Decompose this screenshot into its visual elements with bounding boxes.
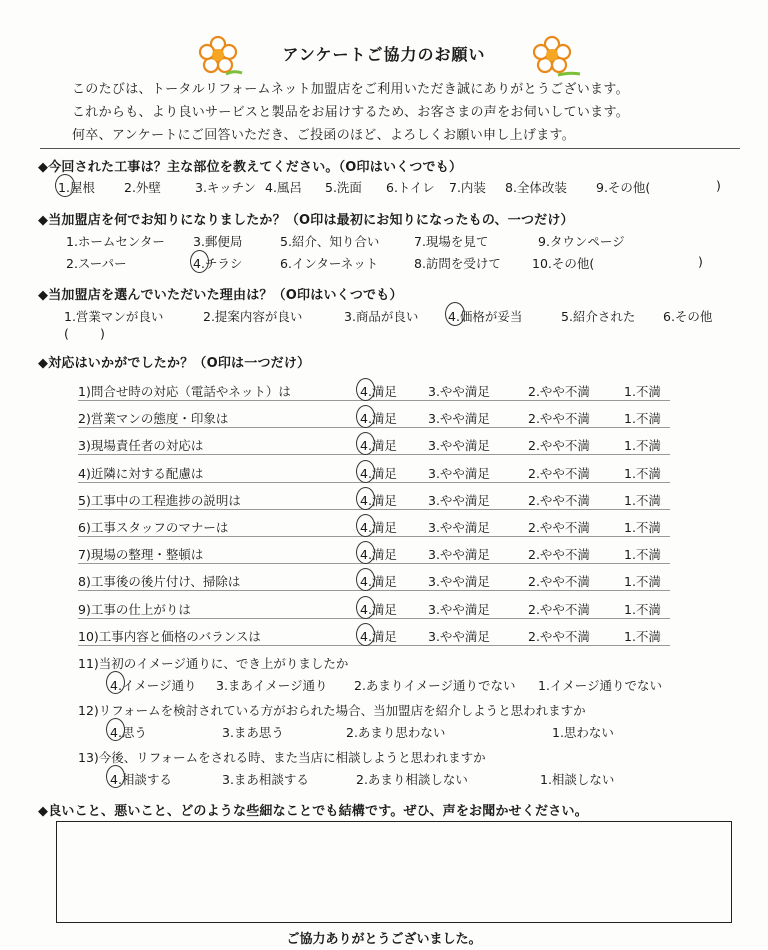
q4-row-8-option-1[interactable]: 1.不満 bbox=[624, 574, 661, 589]
q4-row-2-option-1[interactable]: 1.不満 bbox=[624, 411, 661, 426]
q4-note: （O印は一つだけ） bbox=[193, 356, 311, 371]
q4-row-7-selected-circle bbox=[356, 541, 375, 564]
q1-heading bbox=[38, 156, 462, 175]
q2-option-9[interactable]: 9.タウンページ bbox=[538, 234, 625, 249]
q4-row-3-selected-circle bbox=[356, 432, 375, 455]
q4-row-5-selected-circle bbox=[356, 487, 375, 510]
q1-option-1[interactable]: 1.屋根 bbox=[58, 180, 95, 195]
q4-row-4-label: 4)近隣に対する配慮は bbox=[78, 466, 204, 481]
q11-option-4[interactable]: 4.イメージ通り bbox=[110, 678, 197, 693]
q3-option-5[interactable]: 5.紹介された bbox=[561, 309, 636, 324]
q13-option-1[interactable]: 1.相談しない bbox=[540, 772, 615, 787]
q12-selected-circle bbox=[106, 718, 125, 741]
q11-label: 11)当初のイメージ通りに、でき上がりましたか bbox=[78, 656, 349, 671]
q2-option-8[interactable]: 8.訪問を受けて bbox=[414, 256, 501, 271]
q12-option-2[interactable]: 2.あまり思わない bbox=[346, 725, 446, 740]
q2-note: （O印は最初にお知りになったもの、一つだけ） bbox=[285, 213, 574, 228]
q4-row-underline bbox=[78, 400, 670, 401]
q2-option-7[interactable]: 7.現場を見て bbox=[414, 234, 489, 249]
q4-row-underline bbox=[78, 536, 670, 537]
q4-row-2-label: 2)営業マンの態度・印象は bbox=[78, 411, 229, 426]
intro-line-2: これからも、より良いサービスと製品をお届けするため、お客さまの声をお伺いしています。 bbox=[72, 105, 630, 120]
q11-option-1[interactable]: 1.イメージ通りでない bbox=[538, 678, 663, 693]
q1-option-5[interactable]: 5.洗面 bbox=[325, 180, 362, 195]
q4-row-6-option-4[interactable]: 4.満足 bbox=[360, 520, 397, 535]
q1-option-4[interactable]: 4.風呂 bbox=[265, 180, 302, 195]
q4-row-9-selected-circle bbox=[356, 596, 375, 619]
q4-label: ◆対応はいかがでしたか？ bbox=[38, 356, 194, 371]
q3-option-6[interactable]: 6.その他 bbox=[663, 309, 713, 324]
q4-row-4-selected-circle bbox=[356, 460, 375, 483]
q4-row-6-label: 6)工事スタッフのマナーは bbox=[78, 520, 229, 535]
q4-row-9-option-2[interactable]: 2.やや不満 bbox=[528, 602, 590, 617]
q4-row-8-label: 8)工事後の後片付け、掃除は bbox=[78, 574, 241, 589]
q12-option-4[interactable]: 4.思う bbox=[110, 725, 147, 740]
q4-row-4-option-4[interactable]: 4.満足 bbox=[360, 466, 397, 481]
q4-row-underline bbox=[78, 427, 670, 428]
q3-heading bbox=[38, 284, 403, 303]
q4-row-8-option-2[interactable]: 2.やや不満 bbox=[528, 574, 590, 589]
q4-row-7-option-4[interactable]: 4.満足 bbox=[360, 547, 397, 562]
q4-row-2-option-3[interactable]: 3.やや満足 bbox=[428, 411, 490, 426]
q4-heading bbox=[38, 352, 310, 371]
q4-row-2-selected-circle bbox=[356, 405, 375, 428]
q4-row-underline bbox=[78, 482, 670, 483]
q4-row-2-option-2[interactable]: 2.やや不満 bbox=[528, 411, 590, 426]
q12-option-1[interactable]: 1.思わない bbox=[552, 725, 614, 740]
q4-row-10-option-3[interactable]: 3.やや満足 bbox=[428, 629, 490, 644]
q4-row-4-option-1[interactable]: 1.不満 bbox=[624, 466, 661, 481]
q12-label: 12)リフォームを検討されている方がおられた場合、当加盟店を紹介しようと思われますか bbox=[78, 703, 586, 718]
q1-note: （O印はいくつでも） bbox=[338, 160, 463, 175]
footer-thanks: ご協力ありがとうございました。 bbox=[286, 932, 482, 947]
intro-line-1: このたびは、トータルリフォームネット加盟店をご利用いただき誠にありがとうございます。 bbox=[72, 82, 629, 97]
q4-row-10-selected-circle bbox=[356, 623, 375, 646]
q2-option-5[interactable]: 5.紹介、知り合い bbox=[280, 234, 380, 249]
q4-row-underline bbox=[78, 618, 670, 619]
intro-line-3: 何卒、アンケートにご回答いただき、ご投函のほど、よろしくお願い申し上げます。 bbox=[72, 128, 576, 143]
q4-row-10-option-2[interactable]: 2.やや不満 bbox=[528, 629, 590, 644]
q3-option-2[interactable]: 2.提案内容が良い bbox=[203, 309, 303, 324]
q4-row-underline bbox=[78, 563, 670, 564]
q4-row-3-label: 3)現場責任者の対応は bbox=[78, 438, 204, 453]
q2-option-10[interactable]: 10.その他( bbox=[532, 256, 595, 271]
q2-option-2[interactable]: 2.スーパー bbox=[66, 256, 127, 271]
q4-row-9-option-3[interactable]: 3.やや満足 bbox=[428, 602, 490, 617]
q4-row-7-option-3[interactable]: 3.やや満足 bbox=[428, 547, 490, 562]
q11-selected-circle bbox=[106, 671, 125, 694]
q4-row-7-label: 7)現場の整理・整頓は bbox=[78, 547, 204, 562]
q4-row-5-option-4[interactable]: 4.満足 bbox=[360, 493, 397, 508]
q3-option-3[interactable]: 3.商品が良い bbox=[344, 309, 419, 324]
q4-row-10-label: 10)工事内容と価格のバランスは bbox=[78, 629, 261, 644]
q4-row-1-option-3[interactable]: 3.やや満足 bbox=[428, 384, 490, 399]
q4-row-1-option-4[interactable]: 4.満足 bbox=[360, 384, 397, 399]
q4-row-9-option-1[interactable]: 1.不満 bbox=[624, 602, 661, 617]
q13-option-4[interactable]: 4.相談する bbox=[110, 772, 172, 787]
q4-row-underline bbox=[78, 590, 670, 591]
q4-row-1-selected-circle bbox=[356, 378, 375, 401]
q4-row-8-selected-circle bbox=[356, 568, 375, 591]
q11-option-2[interactable]: 2.あまりイメージ通りでない bbox=[354, 678, 516, 693]
q3-selected-circle bbox=[445, 302, 465, 326]
q4-row-8-option-4[interactable]: 4.満足 bbox=[360, 574, 397, 589]
q3-note: （O印はいくつでも） bbox=[272, 288, 403, 303]
q2-option-4[interactable]: 4.チラシ bbox=[193, 256, 243, 271]
q2-option-6[interactable]: 6.インターネット bbox=[280, 256, 379, 271]
q1-option-9[interactable]: 9.その他( bbox=[596, 180, 651, 195]
q3-option-1[interactable]: 1.営業マンが良い bbox=[64, 309, 164, 324]
q4-row-9-label: 9)工事の仕上がりは bbox=[78, 602, 191, 617]
q4-row-1-option-2[interactable]: 2.やや不満 bbox=[528, 384, 590, 399]
q1-option-2[interactable]: 2.外壁 bbox=[124, 180, 161, 195]
q3-option-4[interactable]: 4.価格が妥当 bbox=[448, 309, 523, 324]
page-title: アンケートご協力のお願い bbox=[282, 45, 486, 64]
q12-option-3[interactable]: 3.まあ思う bbox=[222, 725, 284, 740]
comments-textarea[interactable] bbox=[56, 821, 732, 923]
q3-label: ◆当加盟店を選んでいただいた理由は？ bbox=[38, 288, 273, 303]
q1-selected-circle bbox=[55, 174, 75, 197]
q4-row-6-option-1[interactable]: 1.不満 bbox=[624, 520, 661, 535]
q4-row-1-option-1[interactable]: 1.不満 bbox=[624, 384, 661, 399]
q13-option-3[interactable]: 3.まあ相談する bbox=[222, 772, 309, 787]
q1-option-7[interactable]: 7.内装 bbox=[449, 180, 486, 195]
q1-option-6[interactable]: 6.トイレ bbox=[386, 180, 435, 195]
q4-row-3-option-3[interactable]: 3.やや満足 bbox=[428, 438, 490, 453]
q4-row-7-option-1[interactable]: 1.不満 bbox=[624, 547, 661, 562]
q2-label: ◆当加盟店を何でお知りになりましたか？ bbox=[38, 213, 286, 228]
q1-label: ◆今回された工事は？主な部位を教えてください。 bbox=[38, 160, 339, 175]
q4-row-4-option-2[interactable]: 2.やや不満 bbox=[528, 466, 590, 481]
q4-row-8-option-3[interactable]: 3.やや満足 bbox=[428, 574, 490, 589]
q4-row-5-option-3[interactable]: 3.やや満足 bbox=[428, 493, 490, 508]
q4-row-3-option-4[interactable]: 4.満足 bbox=[360, 438, 397, 453]
q2-heading bbox=[38, 209, 574, 228]
q1-option-8[interactable]: 8.全体改装 bbox=[505, 180, 567, 195]
divider bbox=[40, 148, 740, 149]
q4-row-6-selected-circle bbox=[356, 514, 375, 537]
q4-row-1-label: 1)問合せ時の対応（電話やネット）は bbox=[78, 384, 291, 399]
q4-row-5-label: 5)工事中の工程進捗の説明は bbox=[78, 493, 241, 508]
q3-other-close: ) bbox=[100, 326, 105, 341]
q4-row-6-option-2[interactable]: 2.やや不満 bbox=[528, 520, 590, 535]
q4-row-underline bbox=[78, 645, 670, 646]
comments-heading: ◆良いこと、悪いこと、どのような些細なことでも結構です。ぜひ、声をお聞かせください。 bbox=[38, 804, 588, 819]
q4-row-underline bbox=[78, 454, 670, 455]
q4-row-2-option-4[interactable]: 4.満足 bbox=[360, 411, 397, 426]
q4-row-underline bbox=[78, 509, 670, 510]
q13-option-2[interactable]: 2.あまり相談しない bbox=[356, 772, 468, 787]
q4-row-4-option-3[interactable]: 3.やや満足 bbox=[428, 466, 490, 481]
q3-other-open: ( bbox=[64, 326, 69, 341]
q13-label: 13)今後、リフォームをされる時、また当店に相談しようと思われますか bbox=[78, 750, 486, 765]
q4-row-10-option-4[interactable]: 4.満足 bbox=[360, 629, 397, 644]
q4-row-5-option-1[interactable]: 1.不満 bbox=[624, 493, 661, 508]
q13-selected-circle bbox=[106, 765, 125, 788]
q4-row-7-option-2[interactable]: 2.やや不満 bbox=[528, 547, 590, 562]
q11-option-3[interactable]: 3.まあイメージ通り bbox=[216, 678, 328, 693]
q2-option-3[interactable]: 3.郵便局 bbox=[193, 234, 243, 249]
q4-row-9-option-4[interactable]: 4.満足 bbox=[360, 602, 397, 617]
q1-option-9-close: ) bbox=[716, 178, 721, 193]
q4-row-5-option-2[interactable]: 2.やや不満 bbox=[528, 493, 590, 508]
q2-selected-circle bbox=[190, 250, 209, 273]
q4-row-3-option-2[interactable]: 2.やや不満 bbox=[528, 438, 590, 453]
q4-row-6-option-3[interactable]: 3.やや満足 bbox=[428, 520, 490, 535]
q2-option-10-close: ) bbox=[698, 254, 703, 269]
q1-option-3[interactable]: 3.キッチン bbox=[195, 180, 257, 195]
q4-row-3-option-1[interactable]: 1.不満 bbox=[624, 438, 661, 453]
q4-row-10-option-1[interactable]: 1.不満 bbox=[624, 629, 661, 644]
q2-option-1[interactable]: 1.ホームセンター bbox=[66, 234, 165, 249]
